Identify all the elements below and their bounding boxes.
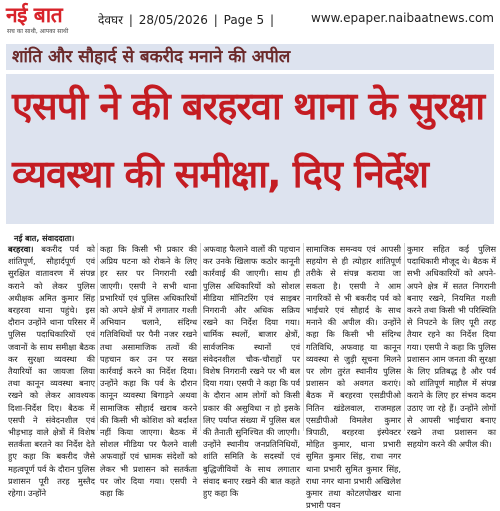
article-column-4 bbox=[306, 243, 401, 511]
headline-line-1: एसपी ने की बरहरवा थाना के सुरक्षा bbox=[12, 84, 485, 128]
article-column-2 bbox=[100, 243, 197, 499]
column-divider bbox=[97, 243, 98, 431]
masthead bbox=[0, 0, 500, 40]
edition-date: 28/05/2026 bbox=[138, 13, 208, 27]
article-body bbox=[8, 243, 496, 511]
kicker-text: शांति और सौहार्द से बकरीद मनाने की अपील bbox=[12, 47, 291, 67]
column-divider bbox=[303, 243, 304, 431]
column-divider bbox=[404, 243, 405, 431]
kicker-banner bbox=[6, 44, 494, 70]
byline: नई बात, संवाददाता। bbox=[14, 234, 75, 243]
edition-city: देवघर bbox=[98, 13, 124, 27]
meta-separator: | bbox=[213, 13, 218, 27]
article-column-1 bbox=[8, 243, 95, 499]
meta-separator: | bbox=[128, 13, 133, 27]
article-column-5 bbox=[407, 243, 496, 450]
dateline-place: बरहरवा। bbox=[8, 244, 34, 254]
article-column-3 bbox=[203, 243, 300, 499]
column-text: कहा कि किसी भी प्रकार की अप्रिय घटना को रोकने के लिए हर स्तर पर निगरानी रखी जाएगी। एसपी ने सभी थाना प्रभारियों एवं पुलिस अधिकारियों को अपने क्षेत्रों में लगातार गश्ती अभियान चलाने, संदिग्ध गतिविधियों पर पैनी नजर रखने तथा असामाजिक तत्वों की पहचान कर उन पर सख्त कार्रवाई करने का निर्देश दिया। उन्होंने कहा कि पर्व के दौरान कानून व्यवस्था बिगाड़ने अथवा सामाजिक सौहार्द खराब करने की किसी भी कोशिश को बर्दाश्त नहीं किया जाएगा। बैठक में सोशल मीडिया पर फैलने वाली अफवाहों एवं भ्रामक संदेशों को लेकर भी प्रशासन को सतर्कता पर जोर दिया गया। एसपी ने कहा कि bbox=[100, 244, 197, 499]
column-divider bbox=[200, 243, 201, 431]
meta-separator: | bbox=[269, 13, 274, 27]
logo-text: नई बात bbox=[6, 3, 63, 27]
page-number: Page 5 bbox=[223, 13, 265, 27]
epaper-link[interactable]: www.epaper.naibaatnews.com bbox=[311, 11, 494, 25]
logo-tagline: सच का साथी, आपका साथी bbox=[7, 28, 69, 35]
newspaper-logo[interactable] bbox=[6, 3, 88, 37]
column-text: बकरीद पर्व को शांतिपूर्ण, सौहार्दपूर्ण एवं सुरक्षित वातावरण में संपन्न कराने को लेकर पुलिस अधीक्षक अमित कुमार सिंह बरहरवा थाना पहुंचे। इस दौरान उन्होंने थाना परिसर में पुलिस पदाधिकारियों एवं जवानों के साथ समीक्षा बैठक कर सुरक्षा व्यवस्था की तैयारियों का जायजा लिया तथा कानून व्यवस्था बनाए रखने को लेकर आवश्यक दिशा-निर्देश दिए। बैठक में एसपी ने संवेदनशील एवं भीड़भाड़ वाले क्षेत्रों में विशेष सतर्कता बरतने का निर्देश देते हुए कहा कि बकरीद जैसे महत्वपूर्ण पर्व के दौरान पुलिस प्रशासन पूरी तरह मुस्तैद रहेगा। उन्होंने bbox=[8, 244, 95, 499]
headline-block bbox=[6, 74, 494, 224]
column-text: कुमार सहित कई पुलिस पदाधिकारी मौजूद थे। बैठक में सभी अधिकारियों को अपने-अपने क्षेत्र में सतत निगरानी बनाए रखने, नियमित गश्ती करने तथा किसी भी परिस्थिति से निपटने के लिए पूरी तरह तैयार रहने का निर्देश दिया गया। एसपी ने कहा कि पुलिस प्रशासन आम जनता की सुरक्षा के लिए प्रतिबद्ध है और पर्व को शांतिपूर्ण माहौल में संपन्न कराने के लिए हर संभव कदम उठाए जा रहे हैं। उन्होंने लोगों से आपसी भाईचारा बनाए रखने तथा प्रशासन का सहयोग करने की अपील की। bbox=[407, 244, 496, 450]
column-text: सामाजिक समन्वय एवं आपसी सहयोग से ही त्योहार शांतिपूर्ण तरीके से संपन्न कराया जा सकता है। एसपी ने आम नागरिकों से भी बकरीद पर्व को भाईचारे एवं सौहार्द के साथ मनाने की अपील की। उन्होंने कहा कि किसी भी संदिग्ध गतिविधि, अफवाह या कानून व्यवस्था से जुड़ी सूचना मिलने पर लोग तुरंत स्थानीय पुलिस प्रशासन को अवगत कराएं। बैठक में बरहरवा एसडीपीओ नितिन खंडेलवाल, राजमहल एसडीपीओ विमलेश कुमार त्रिपाठी, बरहरवा इंस्पेक्टर मोहित कुमार, थाना प्रभारी सुमित कुमार सिंह, राधा नगर थाना प्रभारी सुमित कुमार सिंह, राधा नगर थाना प्रभारी अखिलेश कुमार तथा कोटलपोखर थाना प्रभारी पवन bbox=[306, 244, 401, 511]
edition-meta bbox=[98, 11, 276, 28]
column-text: अफवाह फैलाने वालों की पहचान कर उनके खिलाफ कठोर कानूनी कार्रवाई की जाएगी। साथ ही पुलिस अधिकारियों को सोशल मीडिया मॉनिटरिंग एवं साइबर निगरानी और अधिक सक्रिय रखने का निर्देश दिया गया। धार्मिक स्थलों, बाजार क्षेत्रों, सार्वजनिक स्थानों एवं संवेदनशील चौक-चौराहों पर विशेष निगरानी रखने पर भी बल दिया गया। एसपी ने कहा कि पर्व के दौरान आम लोगों को किसी प्रकार की असुविधा न हो इसके लिए पर्याप्त संख्या में पुलिस बल की तैनाती सुनिश्चित की जाएगी। उन्होंने स्थानीय जनप्रतिनिधियों, शांति समिति के सदस्यों एवं बुद्धिजीवियों के साथ लगातार संवाद बनाए रखने की बात कहते हुए कहा कि bbox=[203, 244, 300, 499]
headline-line-2: व्यवस्था की समीक्षा, दिए निर्देश bbox=[12, 152, 429, 196]
